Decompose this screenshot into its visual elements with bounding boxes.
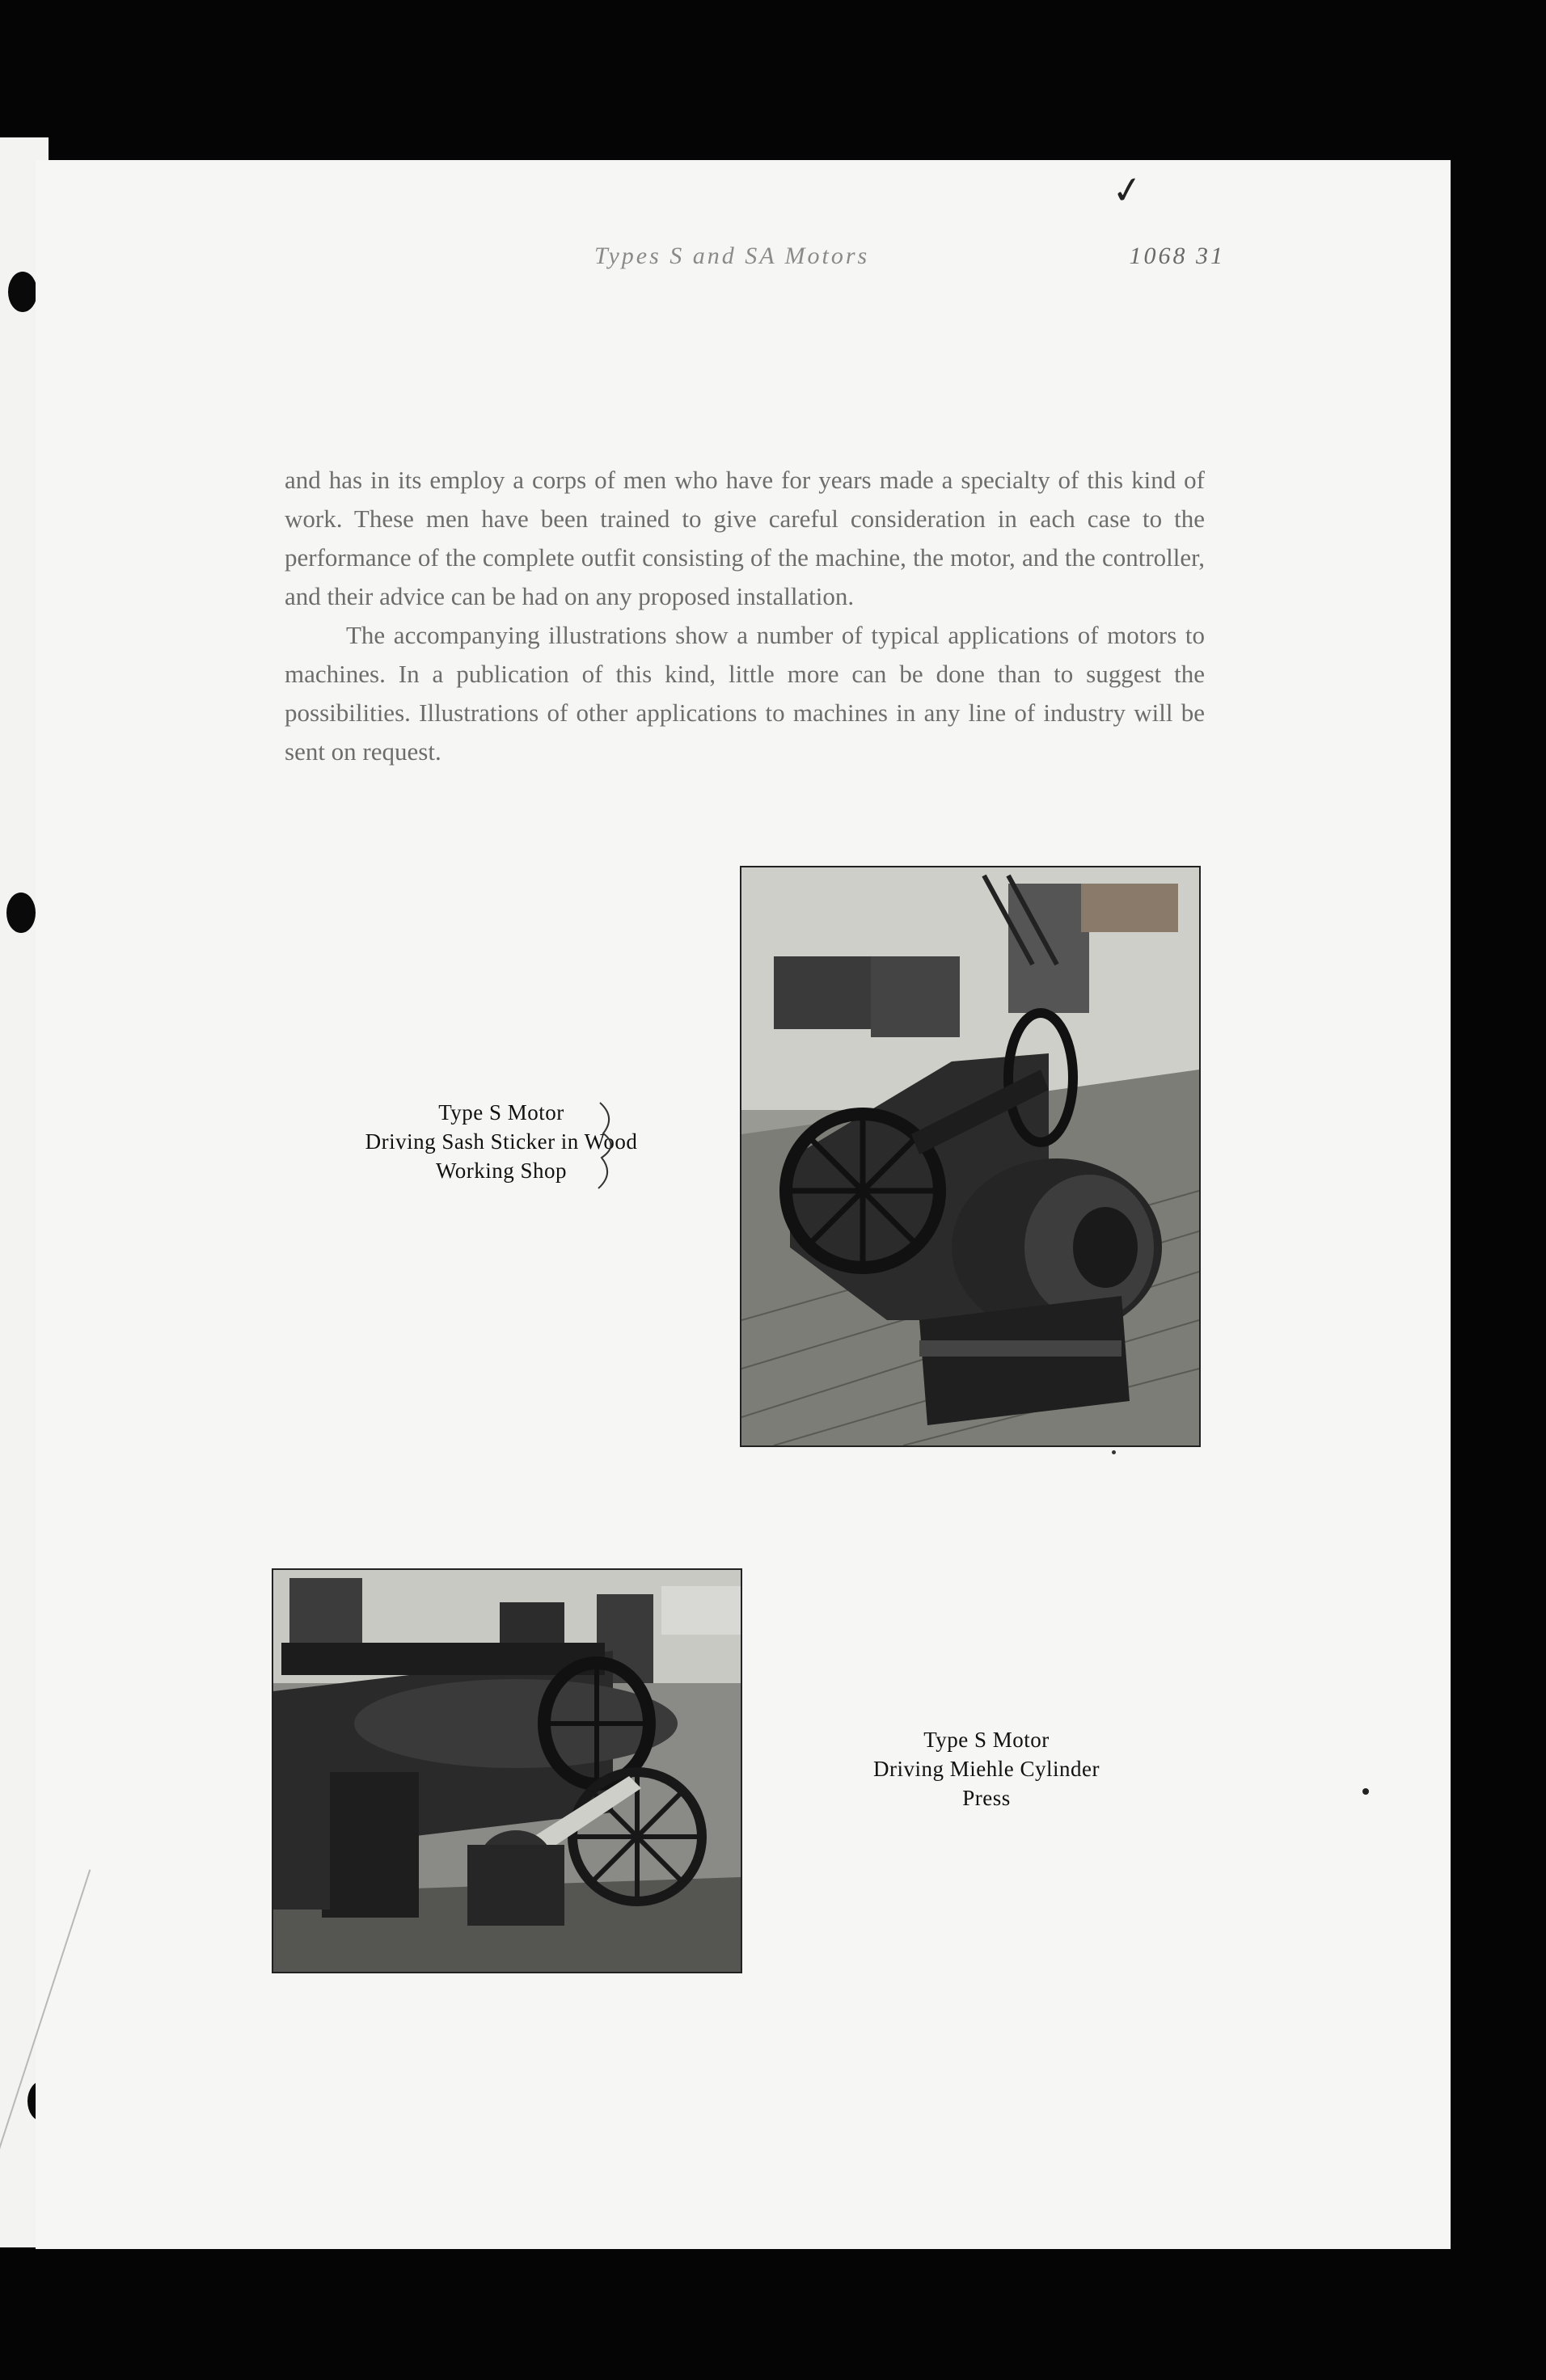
dust-speck — [1112, 1450, 1116, 1454]
handwritten-check-mark: ✓ — [1109, 167, 1146, 213]
caption-line: Type S Motor — [923, 1728, 1050, 1752]
caption-sash-sticker — [323, 1098, 679, 1185]
caption-line: Press — [962, 1786, 1011, 1810]
punch-hole — [6, 892, 36, 933]
photo-sash-sticker-image — [741, 867, 1199, 1445]
page-folio: 1068 31 — [1129, 243, 1225, 269]
caption-line: Working Shop — [435, 1158, 568, 1183]
caption-cylinder-press — [833, 1725, 1140, 1812]
caption-line: Type S Motor — [438, 1100, 564, 1125]
photo-sash-sticker — [740, 866, 1201, 1447]
caption-line: Driving Sash Sticker in Wood — [365, 1129, 638, 1154]
caption-line: Driving Miehle Cylinder — [873, 1757, 1100, 1781]
photo-cylinder-press-image — [273, 1570, 741, 1972]
photo-cylinder-press — [272, 1568, 742, 1973]
paragraph: The accompanying illustrations show a number of typical applications of motors to machines. In a publication of this kind, little more can be done than to suggest the possibilities. Illustrations of other applications to machines in any line of industry will be sent on request. — [285, 621, 1205, 766]
paragraph: and has in its employ a corps of men who have for years made a specialty of this kind of work. These men have been trained to give careful consideration in each case to the performance of the complete outfit consisting of the machine, the motor, and the controller, and their advice can be had on any proposed installation. — [285, 466, 1205, 610]
punch-hole — [8, 272, 37, 312]
running-head — [594, 243, 1225, 270]
running-head-title: Types S and SA Motors — [594, 243, 870, 269]
hand-drawn-brace — [592, 1101, 624, 1190]
dust-speck — [1362, 1788, 1369, 1795]
body-text — [285, 461, 1205, 771]
